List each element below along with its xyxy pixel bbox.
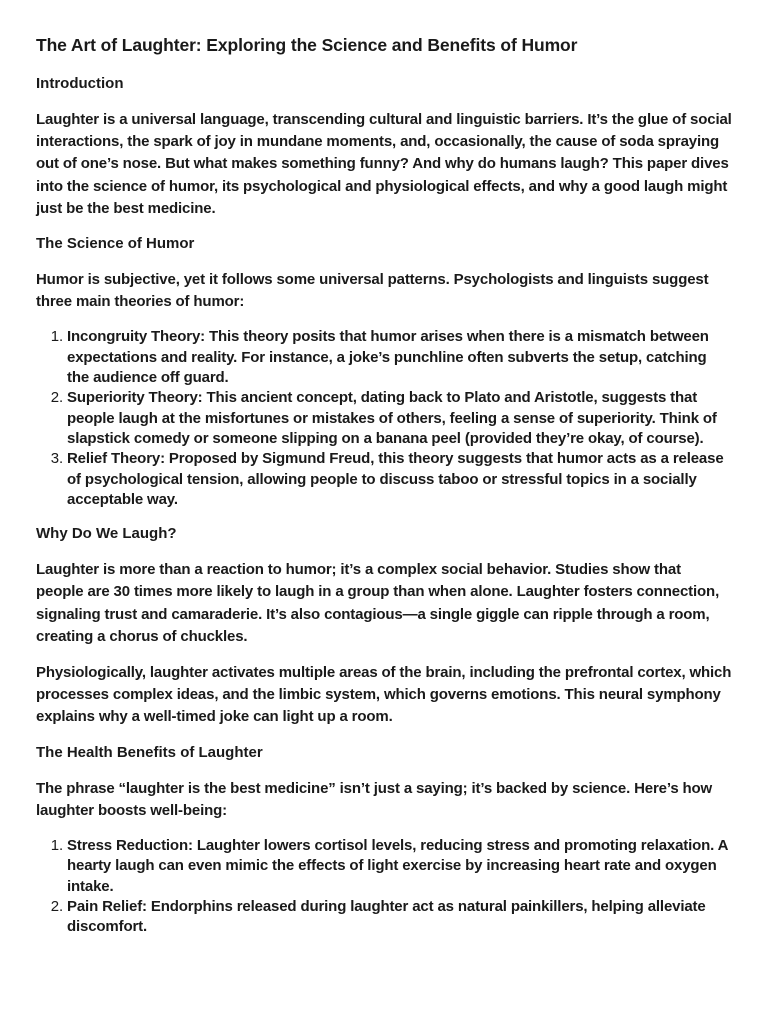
- section-heading-health-benefits: The Health Benefits of Laughter: [36, 743, 263, 761]
- section-heading-introduction: Introduction: [36, 75, 124, 92]
- humor-theories-list: [36, 327, 732, 510]
- document-title: The Art of Laughter: Exploring the Science and Benefits of Humor: [36, 35, 578, 55]
- section-heading-why-we-laugh: Why Do We Laugh?: [36, 525, 177, 543]
- health-paragraph: The phrase “laughter is the best medicine” isn’t just a saying; it’s backed by science. Here’s how laughter boosts well-being:: [36, 779, 713, 819]
- list-item: 3. Relief Theory: Proposed by Sigmund Freud, this theory suggests that humor acts as a release of psychological tension, allowing people to discuss taboo or stressful topics in a socially acceptable way.: [67, 449, 732, 510]
- health-benefits-list: [36, 836, 732, 937]
- list-item: 2. Pain Relief: Endorphins released during laughter act as natural painkillers, helping alleviate discomfort.: [67, 897, 732, 938]
- section-heading-science-of-humor: The Science of Humor: [36, 235, 195, 253]
- introduction-paragraph: Laughter is a universal language, transcending cultural and linguistic barriers. It’s the glue of social interactions, the spark of joy in mundane moments, and, occasionally, the cause of soda spraying out of one’s nose. But what makes something funny? And why do humans laugh? This paper dives into the science of humor, its psychological and physiological effects, and why a good laugh might just be the best medicine.: [36, 111, 732, 217]
- science-paragraph: Humor is subjective, yet it follows some universal patterns. Psychologists and linguists suggest three main theories of humor:: [36, 271, 709, 311]
- why-paragraph-1: Laughter is more than a reaction to humor; it’s a complex social behavior. Studies show that people are 30 times more likely to laugh in a group than when alone. Laughter fosters connection, signaling trust and camaraderie. It’s also contagious—a single giggle can ripple through a room, creating a chorus of chuckles.: [36, 561, 720, 645]
- list-item: 1. Incongruity Theory: This theory posits that humor arises when there is a mismatch between expectations and reality. For instance, a joke’s punchline often subverts the setup, catching the audience off guard.: [67, 327, 732, 388]
- why-paragraph-2: Physiologically, laughter activates multiple areas of the brain, including the prefrontal cortex, which processes complex ideas, and the limbic system, which governs emotions. This neural symphony explains why a well-timed joke can light up a room.: [36, 663, 732, 726]
- list-item: 2. Superiority Theory: This ancient concept, dating back to Plato and Aristotle, suggests that people laugh at the misfortunes or mistakes of others, feeling a sense of superiority. Think of slapstick comedy or someone slipping on a banana peel (provided they’re okay, of course).: [67, 388, 732, 449]
- list-item: 1. Stress Reduction: Laughter lowers cortisol levels, reducing stress and promoting relaxation. A hearty laugh can even mimic the effects of light exercise by increasing heart rate and oxygen intake.: [67, 836, 732, 897]
